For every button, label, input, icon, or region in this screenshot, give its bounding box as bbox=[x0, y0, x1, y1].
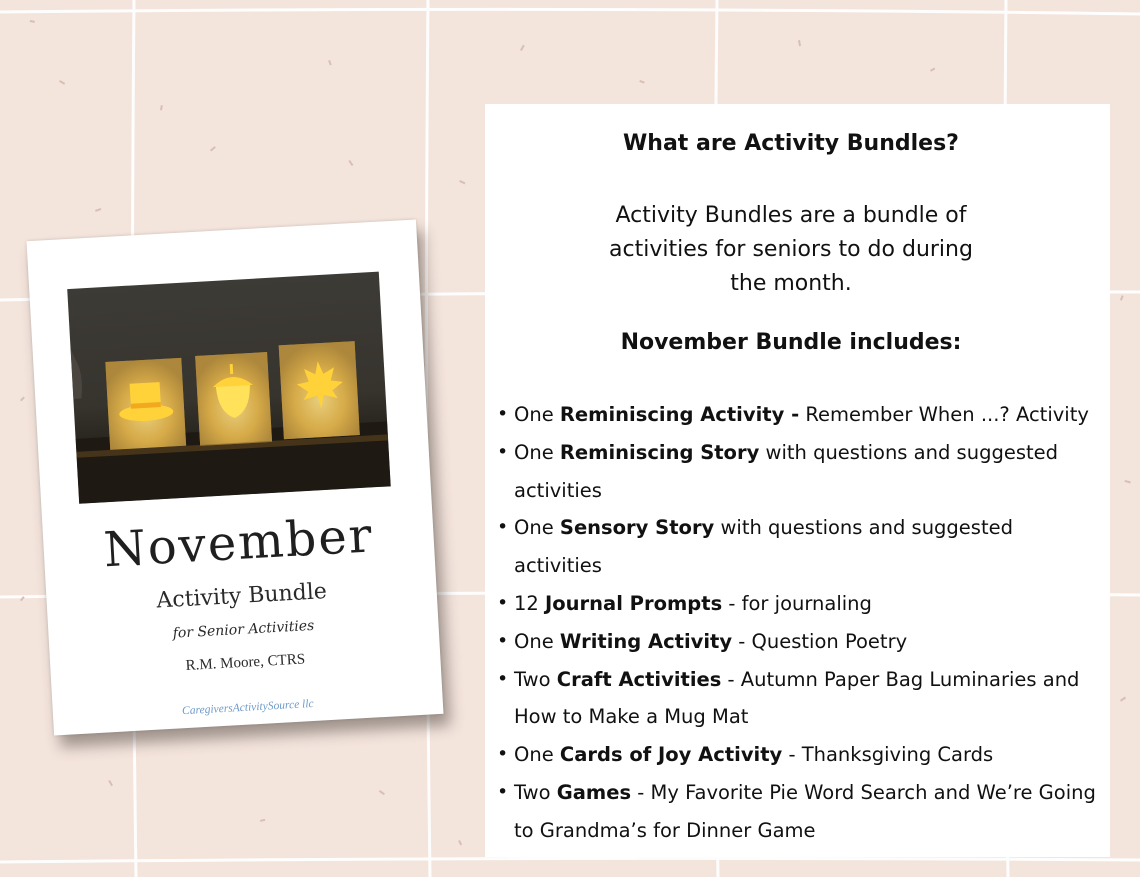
cover-subtitle: Activity Bundle bbox=[155, 579, 328, 614]
list-item bbox=[497, 623, 1107, 661]
item-count: Two bbox=[514, 780, 557, 804]
bullet-icon: • bbox=[497, 591, 509, 614]
cover-title: November bbox=[102, 507, 376, 579]
list-item bbox=[497, 736, 1107, 774]
info-panel bbox=[485, 104, 1110, 857]
item-detail: - My Favorite Pie Word Search and We’re Going to Grandma’s for Dinner Game bbox=[514, 780, 1096, 842]
item-detail: with questions and suggested activities bbox=[514, 516, 1013, 578]
cover-photo-luminaries bbox=[67, 272, 391, 504]
bullet-icon: • bbox=[497, 440, 509, 463]
cover-for-line: for Senior Activities bbox=[172, 617, 315, 642]
list-item bbox=[497, 434, 1107, 510]
item-detail: Remember When ...? Activity bbox=[799, 403, 1089, 426]
item-detail: with questions and suggested activities bbox=[514, 440, 1059, 502]
item-bold: Journal Prompts bbox=[545, 591, 723, 615]
list-item bbox=[497, 396, 1107, 434]
item-count: One bbox=[514, 403, 560, 426]
item-bold: Cards of Joy Activity bbox=[559, 743, 783, 767]
bullet-icon: • bbox=[497, 403, 509, 425]
item-count: One bbox=[514, 440, 560, 464]
item-detail: - Thanksgiving Cards bbox=[782, 743, 994, 767]
item-detail: - for journaling bbox=[722, 591, 872, 615]
cover-publisher: CaregiversActivitySource llc bbox=[181, 697, 314, 718]
item-bold: Games bbox=[556, 780, 632, 804]
item-bold: Writing Activity bbox=[559, 629, 733, 653]
bullet-icon: • bbox=[497, 780, 509, 803]
item-detail: - Autumn Paper Bag Luminaries and How to Make a Mug Mat bbox=[514, 667, 1080, 729]
includes-heading: November Bundle includes: bbox=[620, 330, 962, 355]
list-item bbox=[497, 661, 1107, 737]
item-bold: Craft Activities bbox=[556, 667, 722, 691]
item-bold: Reminiscing Activity - bbox=[559, 403, 800, 426]
item-count: One bbox=[514, 743, 560, 767]
includes-list bbox=[497, 396, 1107, 850]
item-count: One bbox=[514, 516, 560, 540]
list-item bbox=[497, 585, 1107, 623]
item-bold: Reminiscing Story bbox=[559, 440, 760, 464]
item-detail: - Question Poetry bbox=[732, 629, 908, 653]
list-item bbox=[497, 509, 1107, 585]
panel-description: Activity Bundles are a bundle of activities for seniors to do during the month. bbox=[609, 203, 973, 296]
item-bold: Sensory Story bbox=[559, 516, 715, 540]
list-item bbox=[497, 774, 1107, 850]
panel-heading: What are Activity Bundles? bbox=[623, 131, 959, 156]
bullet-icon: • bbox=[497, 629, 509, 652]
bullet-icon: • bbox=[497, 743, 509, 766]
item-count: 12 bbox=[514, 591, 546, 615]
cover-author: R.M. Moore, CTRS bbox=[185, 651, 306, 675]
item-count: Two bbox=[514, 667, 557, 691]
item-count: One bbox=[514, 629, 560, 653]
bullet-icon: • bbox=[497, 516, 509, 539]
bullet-icon: • bbox=[497, 667, 509, 690]
book-cover bbox=[26, 220, 443, 736]
